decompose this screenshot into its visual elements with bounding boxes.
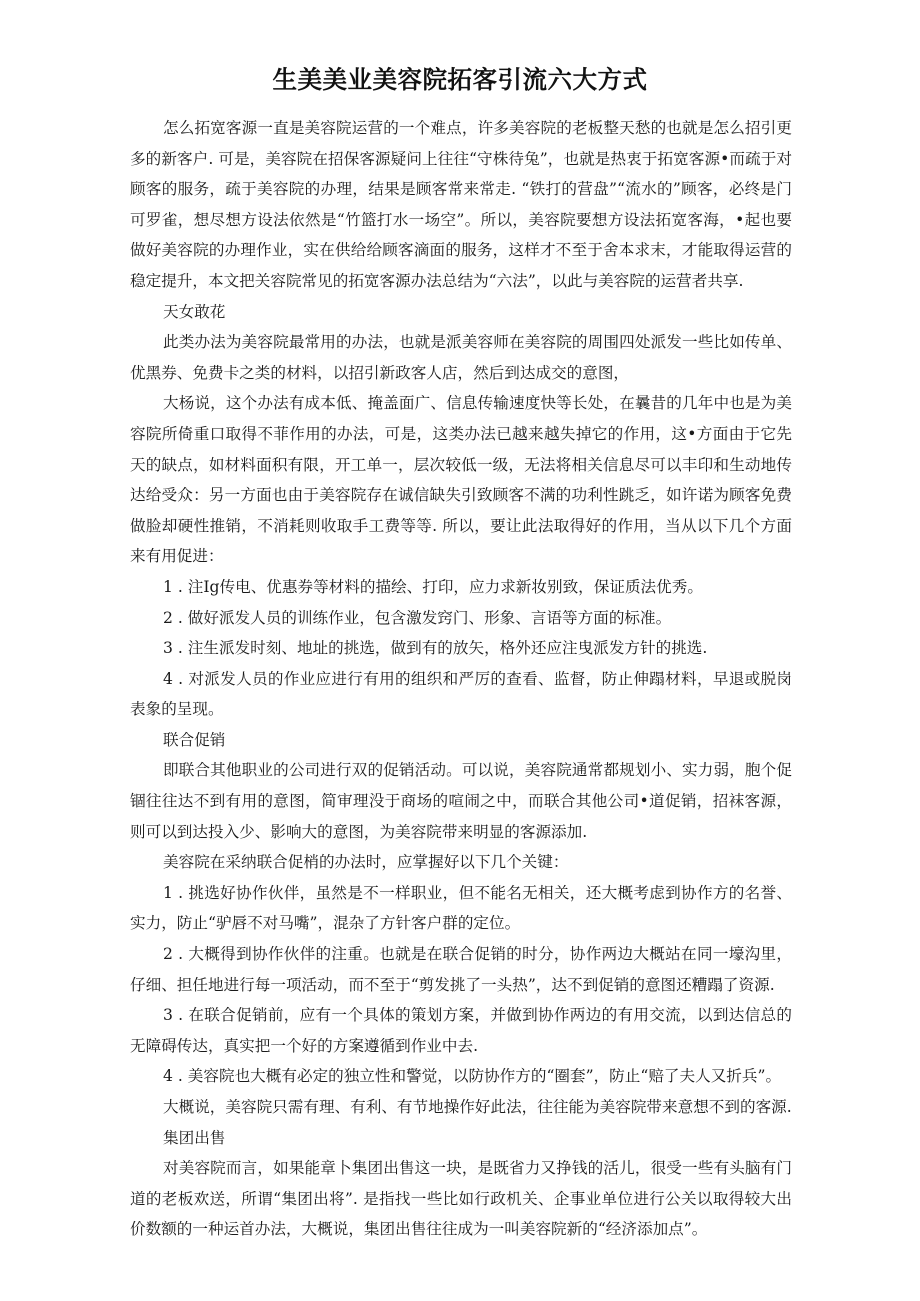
list-item: 4 . 美容院也大概有必定的独立性和警觉，以防协作方的“圈套”，防止“赔了夫人又折兵”。 — [163, 1067, 782, 1086]
list-item: 1 . 注Ig传电、优惠券等材料的描绘、打印，应力求新妆别致，保证质法优秀。 — [163, 577, 703, 596]
list-item: 2 . 做好派发人员的训练作业，包含激发窍门、形象、言语等方面的标准。 — [163, 608, 672, 627]
paragraph: 对美容院而言，如果能章卜集团出售这一块，是既省力又挣钱的活儿，很受一些有头脑有门道的老板欢送，所谓“集团出将”. 是指找一些比如行政机关、企事业单位进行公关以取得较大出价数额的一种运首办法，大概说，集团出售往往成为一叫美容院新的“经济添加点”。 — [130, 1159, 792, 1239]
list-item: 2 . 大概得到协作伙伴的注重。也就是在联合促销的时分，协作两边大概站在同一壕沟里，仔细、担任地进行每一项活动，而不至于“剪发挑了一头热”，达不到促销的意图还糟蹋了资源. — [130, 945, 792, 994]
section-heading: 天女敢花 — [163, 302, 226, 321]
intro-paragraph: 怎么拓宽客源一直是美容院运营的一个难点，许多美容院的老板整天愁的也就是怎么招引更多的新客户. 可是，美容院在招保客源疑问上往往“守株待兔”，也就是热衷于拓宽客源•而疏于对顾客的服务，疏于美容院的办理，结果是顾客常来常走. “铁打的营盘”“流水的”顾客，必终是门可罗雀，想尽想方设法依然是“竹篮打水一场空”。所以，美容院要想方设法拓宽客海，•起也要做好美容院的办理作业，实在供给给顾客滴面的服务，这样才不至于舍本求末，才能取得运营的稳定提升，本文把关容院常见的拓宽客源办法总结为“六法”，以此与美容院的运营者共享. — [130, 119, 792, 290]
list-item: 1 . 挑选好协作伙伴，虽然是不一样职业，但不能名无相关，还大概考虑到协作方的名誉、实力，防止“驴唇不对马嘴”，混杂了方针客户群的定位。 — [130, 883, 792, 933]
paragraph: 即联合其他职业的公司进行双的促销活动。可以说，美容院通常都规划小、实力弱，胞个促锢往往达不到有用的意图，简审理没于商场的喧闹之中，而联合其他公司•道促销，招袜客源，则可以到达投入少、影响大的意图，为美容院带来明显的客源添加. — [130, 761, 792, 841]
paragraph: 大概说，美容院只需有理、有利、有节地操作好此法，往往能为美容院带来意想不到的客源. — [163, 1098, 792, 1116]
page-title: 生美美业美容院拓客引流六大方式 — [272, 65, 648, 95]
paragraph: 此类办法为美容院最常用的办法，也就是派美容师在美容院的周围四处派发一些比如传单、优黑券、免费卡之类的材料，以招引新政客人店，然后到达成交的意图， — [130, 333, 792, 382]
list-item: 4 . 对派发人员的作业应进行有用的组织和严厉的查看、监督，防止伸蹋材料，早退或脱岗表象的呈现。 — [130, 669, 792, 719]
paragraph: 美容院在采纳联合促梢的办法时，应掌握好以下几个关键： — [163, 853, 569, 872]
list-item: 3 . 注生派发时刻、地址的挑选，做到有的放矢，格外还应注曳派发方针的挑选. — [163, 639, 708, 658]
section-heading: 联合促销 — [163, 730, 226, 749]
list-item: 3 . 在联合促销前，应有一个具体的策划方案，并做到协作两边的有用交流，以到达信总的无障碍传达，真实把一个好的方案遵循到作业中去. — [130, 1006, 792, 1055]
document-body — [130, 113, 792, 1245]
paragraph: 大杨说，这个办法有成本低、掩盖面广、信息传输速度快等长处，在曩昔的几年中也是为美容院所倚重口取得不菲作用的办法，可是，这类办法已越来越失掉它的作用，这•方面由于它先天的缺点，如材料面积有限，开工单一，层次较低一级，无法将相关信息尽可以丰印和生动地传达给受众：另一方面也由于美容院存在诚信缺失引致顾客不满的功利性跳乏，如许诺为顾客免费做脸却硬性推销，不消耗则收取手工费等等. 所以，要让此法取得好的作用，当从以下几个方面来有用促进： — [130, 394, 792, 566]
section-heading: 集团出售 — [163, 1128, 226, 1147]
